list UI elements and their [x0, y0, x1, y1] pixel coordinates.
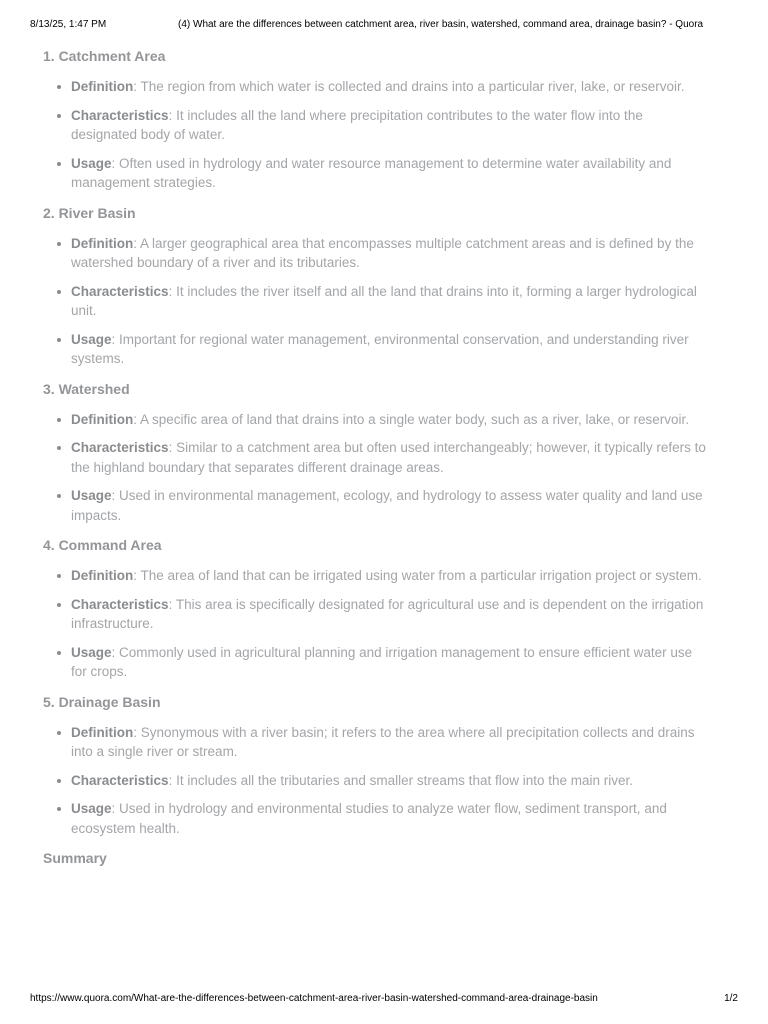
- bullet-list: [43, 77, 708, 193]
- section-heading: 2. River Basin: [43, 204, 136, 221]
- item-term: Characteristics: [71, 440, 169, 455]
- item-text: : Important for regional water management, environmental conservation, and understanding river systems.: [71, 331, 689, 366]
- section-heading: 3. Watershed: [43, 380, 130, 397]
- item-text: : It includes the river itself and all the land that drains into it, forming a larger hydrological unit.: [71, 283, 697, 318]
- item-term: Usage: [71, 644, 112, 660]
- bullet-list: [43, 410, 708, 526]
- bullet-list: [43, 723, 708, 839]
- item-term: Characteristics: [71, 283, 169, 299]
- item-text: : The area of land that can be irrigated using water from a particular irrigation project or system.: [133, 568, 702, 583]
- page-number: 1/2: [724, 993, 738, 1004]
- item-text: : Often used in hydrology and water resource management to determine water availability and management strategies.: [71, 155, 672, 190]
- list-item: [43, 234, 708, 273]
- item-term: Usage: [71, 801, 112, 816]
- item-text: : Used in hydrology and environmental studies to analyze water flow, sediment transport, and ecosystem health.: [71, 801, 667, 836]
- item-term: Characteristics: [71, 596, 169, 612]
- item-text: : This area is specifically designated for agricultural use and is dependent on the irrigation infrastructure.: [71, 596, 704, 631]
- item-text: : A specific area of land that drains into a single water body, such as a river, lake, or reservoir.: [133, 411, 690, 427]
- article-content: [43, 46, 708, 868]
- list-item: [43, 330, 708, 369]
- item-term: Usage: [71, 331, 112, 347]
- list-item: [43, 282, 708, 321]
- bullet-list: [43, 234, 708, 369]
- sections-container: [43, 46, 708, 838]
- item-text: : Synonymous with a river basin; it refers to the area where all precipitation collects and drains into a single river or stream.: [71, 724, 695, 759]
- print-date: 8/13/25, 1:47 PM: [30, 19, 107, 30]
- item-term: Definition: [71, 235, 134, 251]
- item-text: : Similar to a catchment area but often used interchangeably; however, it typically refers to the highland boundary that separates different drainage areas.: [71, 440, 706, 475]
- item-text: : It includes all the tributaries and smaller streams that flow into the main river.: [168, 772, 634, 788]
- item-text: : It includes all the land where precipitation contributes to the water flow into the designated body of water.: [71, 107, 643, 142]
- item-term: Definition: [71, 568, 134, 583]
- item-term: Usage: [71, 488, 112, 503]
- item-term: Characteristics: [71, 107, 169, 123]
- list-item: [43, 771, 708, 791]
- list-item: [43, 486, 708, 525]
- bullet-list: [43, 566, 708, 682]
- section-heading: 1. Catchment Area: [43, 48, 166, 64]
- item-term: Definition: [71, 411, 134, 427]
- list-item: [43, 799, 708, 838]
- item-text: : Commonly used in agricultural planning and irrigation management to ensure efficient water use for crops.: [71, 644, 693, 679]
- list-item: [43, 595, 708, 634]
- list-item: [43, 566, 708, 586]
- print-page-title: (4) What are the differences between catchment area, river basin, watershed, command area, drainage basin? - Quora: [178, 19, 704, 30]
- item-text: : Used in environmental management, ecology, and hydrology to assess water quality and land use impacts.: [71, 488, 703, 523]
- list-item: [43, 106, 708, 145]
- list-item: [43, 410, 708, 430]
- item-term: Definition: [71, 724, 134, 740]
- item-text: : A larger geographical area that encompasses multiple catchment areas and is defined by the watershed boundary of a river and its tributaries.: [71, 235, 694, 270]
- item-term: Usage: [71, 155, 112, 171]
- print-url: https://www.quora.com/What-are-the-differences-between-catchment-area-river-basin-watershed-command-area-drainage-basin: [30, 993, 598, 1004]
- item-term: Definition: [71, 79, 134, 94]
- list-item: [43, 154, 708, 193]
- list-item: [43, 438, 708, 477]
- item-term: Characteristics: [71, 772, 169, 788]
- section-heading: 4. Command Area: [43, 537, 162, 553]
- list-item: [43, 643, 708, 682]
- summary-heading: Summary: [43, 850, 107, 866]
- list-item: [43, 723, 708, 762]
- item-text: : The region from which water is collected and drains into a particular river, lake, or reservoir.: [133, 79, 685, 94]
- list-item: [43, 77, 708, 97]
- section-heading: 5. Drainage Basin: [43, 693, 161, 710]
